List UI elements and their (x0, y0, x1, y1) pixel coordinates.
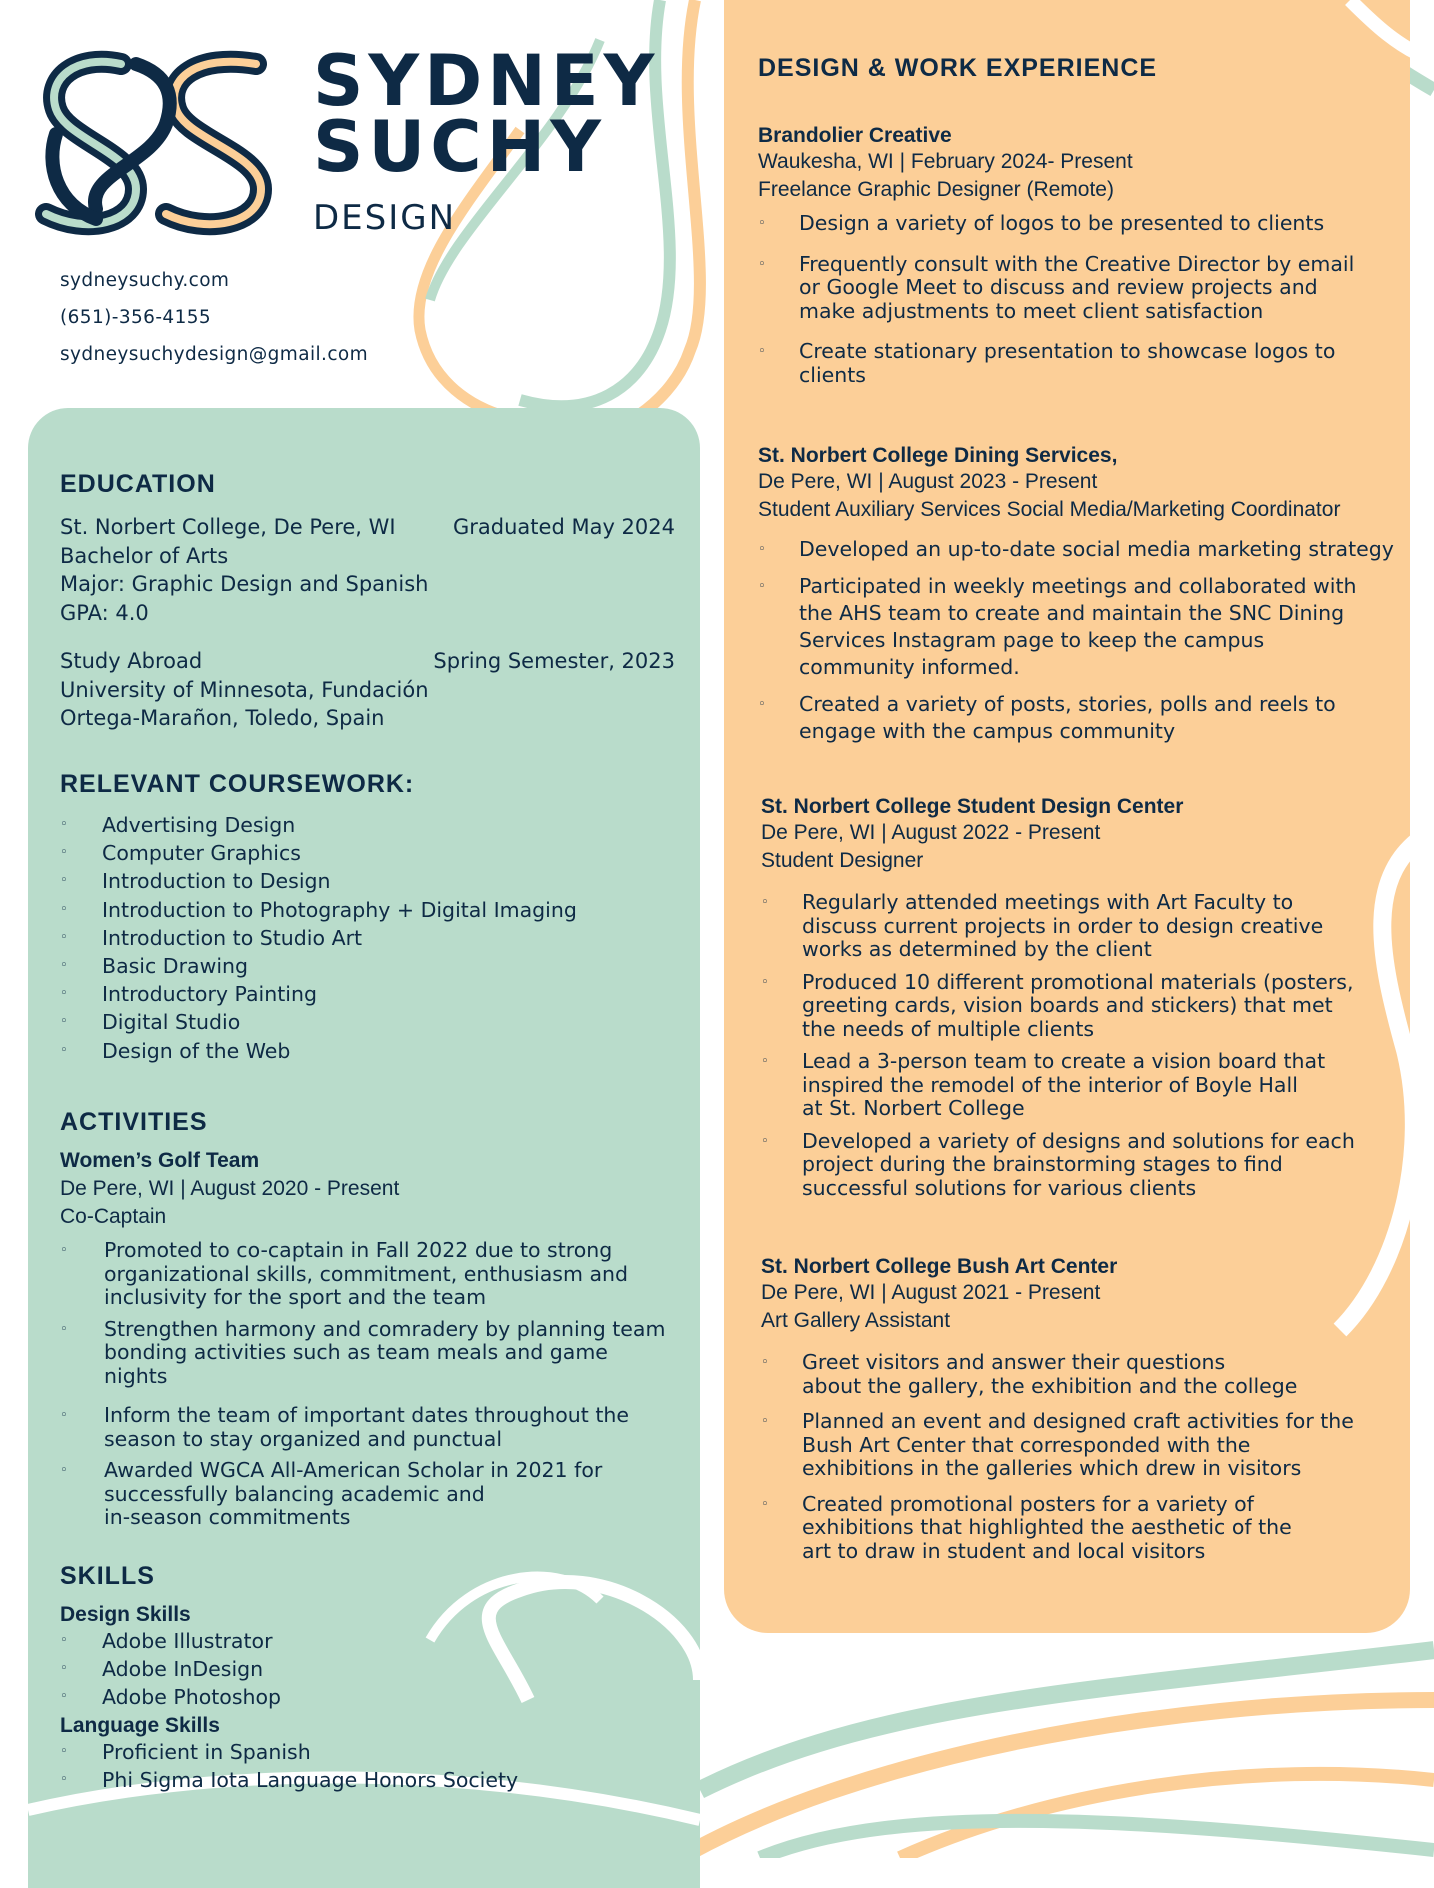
list-item: ◦ Introductory Painting (60, 980, 675, 1008)
monogram-logo (26, 44, 274, 244)
bullet-icon: ◦ (60, 958, 68, 974)
section-heading: SKILLS (60, 1562, 155, 1590)
name-last: SUCHY (313, 106, 606, 188)
job-entry (761, 1255, 1401, 1563)
list-item: ◦ Design a variety of logos to be presented to clients (758, 211, 1325, 235)
job-location-date: De Pere, WI | August 2023 - Present (758, 470, 1098, 493)
job-company: St. Norbert College Student Design Center (761, 795, 1184, 818)
list-item: ◦ Adobe InDesign (60, 1655, 675, 1683)
bullet-icon: ◦ (60, 1743, 68, 1759)
list-item: ◦ Frequently consult with the Creative Director by email or Google Meet to discuss and review projects and make adjustments to meet client satisfaction (758, 251, 1355, 323)
bullet-icon: ◦ (60, 1633, 68, 1648)
job-bullets (758, 212, 1398, 387)
job-bullets (761, 1351, 1401, 1563)
job-company: Brandolier Creative (758, 124, 952, 147)
education-date: Graduated May 2024 (453, 515, 675, 539)
design-skills-list (60, 1627, 675, 1712)
skills-section (60, 1562, 675, 1794)
bullet-icon: ◦ (761, 895, 769, 910)
job-title: Art Gallery Assistant (761, 1309, 951, 1332)
job-entry (761, 795, 1401, 1200)
education-line: Ortega-Marañon, Toledo, Spain (60, 706, 385, 730)
list-item: ◦ Introduction to Studio Art (60, 924, 675, 952)
education-line: University of Minnesota, Fundación (60, 677, 429, 702)
bullet-icon: ◦ (761, 1054, 769, 1069)
list-item: ◦ Created promotional posters for a variety of exhibitions that highlighted the aesthetic of the art to draw in student and local visitors (761, 1491, 1292, 1563)
job-location-date: Waukesha, WI | February 2024- Present (758, 150, 1133, 173)
list-item: ◦ Lead a 3-person team to create a vision board that inspired the remodel of the interior of Boyle Hall at St. Norbert College (761, 1049, 1326, 1120)
bullet-icon: ◦ (60, 817, 68, 832)
section-heading: ACTIVITIES (60, 1108, 208, 1136)
list-item: ◦ Developed a variety of designs and solutions for each project during the brainstorming stages to find successful solutions for various clients (761, 1128, 1355, 1200)
job-company: St. Norbert College Dining Services, (758, 444, 1118, 467)
name-title (313, 40, 660, 188)
job-entry (758, 124, 1398, 387)
list-item: ◦ Advertising Design (60, 811, 675, 839)
activity-role: Co-Captain (60, 1205, 167, 1228)
design-skills-heading: Design Skills (60, 1603, 191, 1626)
education-entry (60, 513, 675, 637)
list-item: ◦ Regularly attended meetings with Art Faculty to discuss current projects in order to design creative works as determined by the client (761, 890, 1324, 961)
education-date: Spring Semester, 2023 (433, 649, 675, 673)
job-title: Student Auxiliary Services Social Media/Marketing Coordinator (758, 498, 1341, 521)
bullet-icon: ◦ (60, 1689, 68, 1705)
activity-location-date: De Pere, WI | August 2020 - Present (60, 1177, 400, 1200)
job-bullets (758, 536, 1398, 745)
bullet-icon: ◦ (761, 1133, 769, 1149)
language-skills-list (60, 1738, 675, 1794)
list-item: ◦ Design of the Web (60, 1037, 675, 1065)
education-line: Major: Graphic Design and Spanish (60, 572, 429, 596)
education-line: Study Abroad (60, 649, 203, 673)
experience-section (758, 54, 1398, 83)
list-item: ◦ Produced 10 different promotional materials (posters, greeting cards, vision boards and stickers) that met the needs of multiple clients (761, 969, 1354, 1041)
list-item: ◦ Adobe Photoshop (60, 1683, 675, 1711)
job-entry (758, 444, 1398, 745)
contact-block (60, 270, 368, 381)
bullet-icon: ◦ (758, 579, 766, 594)
bullet-icon: ◦ (761, 1414, 769, 1429)
list-item: ◦ Adobe Illustrator (60, 1627, 675, 1655)
bullet-icon: ◦ (60, 929, 68, 945)
list-item: ◦ Introduction to Photography + Digital Imaging (60, 896, 675, 924)
list-item: ◦ Strengthen harmony and comradery by planning team bonding activities such as team meals and game nights (60, 1316, 666, 1388)
bullet-icon: ◦ (60, 845, 68, 861)
bullet-icon: ◦ (60, 1408, 68, 1423)
education-line: St. Norbert College, De Pere, WI (60, 515, 396, 539)
list-item: ◦ Create stationary presentation to showcase logos to clients (758, 339, 1336, 387)
job-bullets (761, 891, 1401, 1200)
coursework-list (60, 811, 675, 1065)
bullet-icon: ◦ (60, 1042, 68, 1058)
list-item: ◦ Computer Graphics (60, 839, 675, 867)
education-line: GPA: 4.0 (60, 600, 149, 625)
job-location-date: De Pere, WI | August 2022 - Present (761, 821, 1101, 844)
list-item: ◦ Phi Sigma Iota Language Honors Society (60, 1766, 675, 1794)
bullet-icon: ◦ (60, 1243, 68, 1258)
bullet-icon: ◦ (758, 344, 766, 359)
bullet-icon: ◦ (60, 1661, 68, 1677)
name-first: SYDNEY (313, 40, 660, 122)
list-item: ◦ Promoted to co-captain in Fall 2022 due to strong organizational skills, commitment, enthusiasm and inclusivity for the sport and the team (60, 1238, 629, 1309)
activities-section (60, 1108, 675, 1530)
list-item: ◦ Awarded WGCA All-American Scholar in 2021 for successfully balancing academic and in-season commitments (60, 1458, 603, 1529)
bullet-icon: ◦ (60, 1321, 68, 1337)
email-link[interactable]: sydneysuchydesign@gmail.com (60, 344, 369, 365)
list-item: ◦ Inform the team of important dates throughout the season to stay organized and punctual (60, 1403, 629, 1451)
list-item: ◦ Proficient in Spanish (60, 1738, 675, 1766)
list-item: ◦ Digital Studio (60, 1008, 675, 1036)
list-item: ◦ Planned an event and designed craft activities for the Bush Art Center that corresponded with the exhibitions in the galleries which drew in visitors (761, 1409, 1354, 1480)
job-location-date: De Pere, WI | August 2021 - Present (761, 1281, 1101, 1304)
job-company: St. Norbert College Bush Art Center (761, 1255, 1118, 1278)
section-heading: DESIGN & WORK EXPERIENCE (758, 54, 1158, 82)
education-line: Bachelor of Arts (60, 543, 229, 568)
section-heading: RELEVANT COURSEWORK: (60, 770, 415, 798)
tagline: DESIGN (313, 198, 457, 238)
bullet-icon: ◦ (761, 1496, 769, 1512)
phone-number[interactable]: (651)-356-4155 (60, 307, 212, 328)
list-item: ◦ Created a variety of posts, stories, polls and reels to engage with the campus community (758, 692, 1336, 743)
activity-bullets (60, 1239, 675, 1530)
bullet-icon: ◦ (60, 1771, 68, 1787)
education-entry (60, 647, 675, 737)
list-item: ◦ Basic Drawing (60, 952, 675, 980)
bullet-icon: ◦ (758, 256, 766, 272)
section-heading: EDUCATION (60, 470, 216, 498)
education-section (60, 470, 675, 737)
list-item: ◦ Greet visitors and answer their questions about the gallery, the exhibition and the college (761, 1350, 1298, 1398)
bullet-icon: ◦ (758, 697, 766, 712)
website-link[interactable]: sydneysuchy.com (60, 270, 230, 291)
list-item: ◦ Developed an up-to-date social media marketing strategy (758, 537, 1394, 561)
bullet-icon: ◦ (758, 542, 766, 557)
job-title: Freelance Graphic Designer (Remote) (758, 178, 1114, 201)
list-item: ◦ Introduction to Design (60, 867, 675, 895)
bullet-icon: ◦ (60, 873, 68, 889)
job-title: Student Designer (761, 849, 924, 872)
bullet-icon: ◦ (60, 1014, 68, 1030)
bullet-icon: ◦ (60, 901, 68, 917)
bullet-icon: ◦ (60, 1463, 68, 1478)
bullet-icon: ◦ (761, 1355, 769, 1370)
bullet-icon: ◦ (60, 986, 68, 1002)
coursework-section (60, 770, 675, 1065)
language-skills-heading: Language Skills (60, 1713, 220, 1737)
list-item: ◦ Participated in weekly meetings and collaborated with the AHS team to create and maintain the SNC Dining Services Instagram page to keep the campus community informed. (758, 574, 1357, 679)
activity-org: Women’s Golf Team (60, 1149, 260, 1172)
bullet-icon: ◦ (758, 216, 766, 231)
bullet-icon: ◦ (761, 974, 769, 990)
